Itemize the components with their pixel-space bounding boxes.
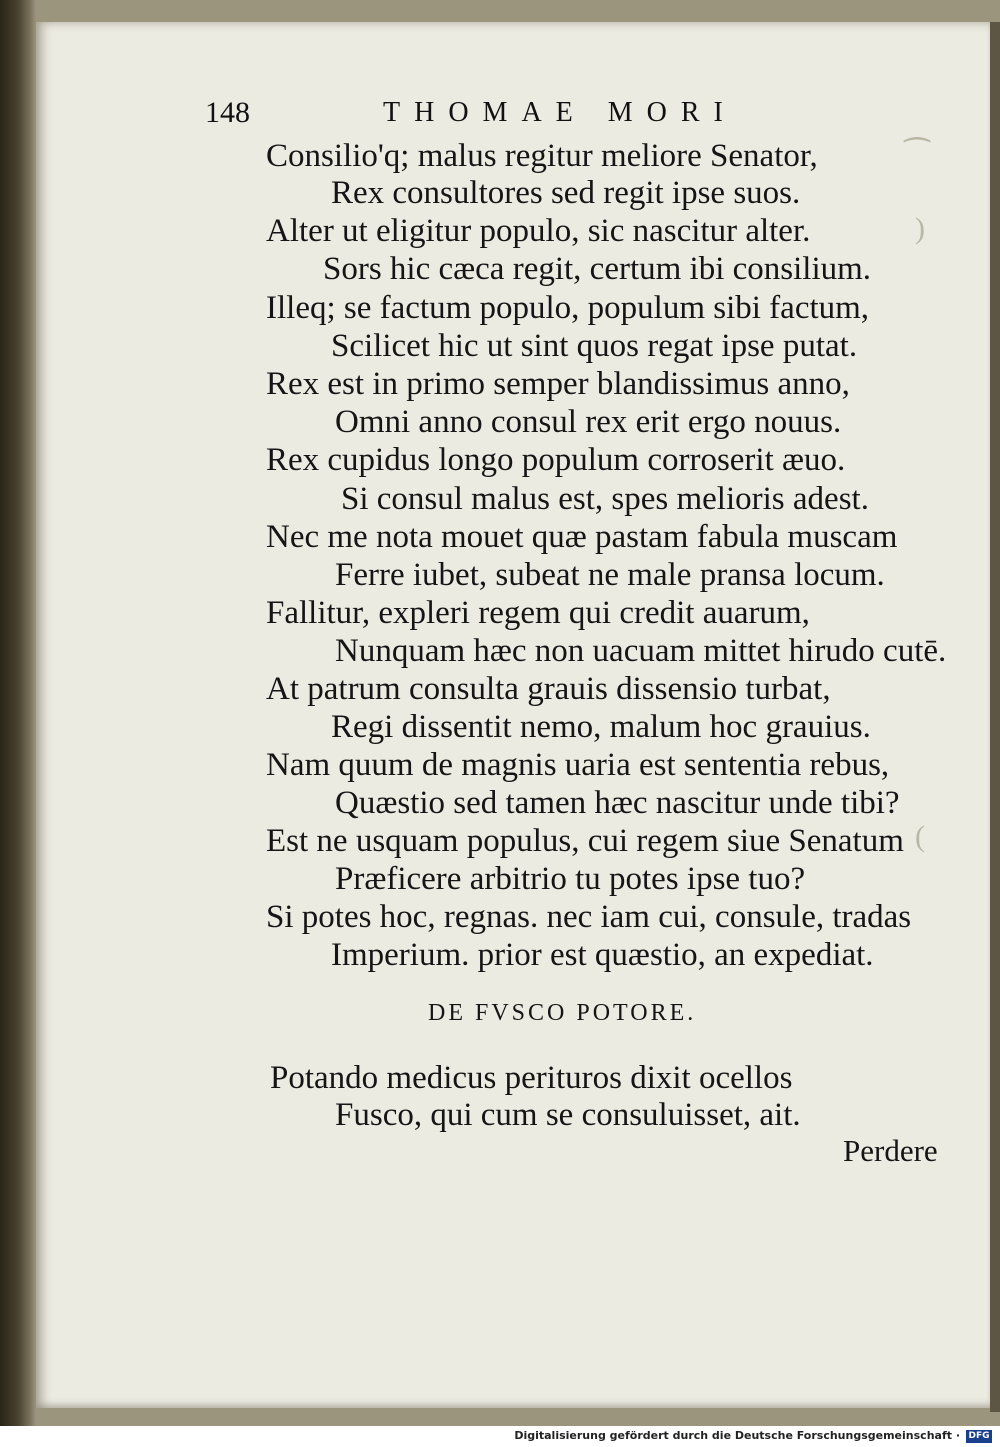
verse-line: Scilicet hic ut sint quos regat ipse putat. [331, 328, 858, 364]
footer-credit: Digitalisierung gefördert durch die Deutsche Forschungsgemeinschaft · [514, 1429, 960, 1442]
section-title: DE FVSCO POTORE. [428, 1000, 697, 1026]
verse-line: Rex consultores sed regit ipse suos. [331, 175, 801, 211]
verse-line: Nec me nota mouet quæ pastam fabula muscam [266, 519, 898, 555]
page-number: 148 [205, 96, 250, 129]
dfg-logo: DFG [966, 1430, 992, 1443]
verse-line: Si potes hoc, regnas. nec iam cui, consule, tradas [266, 899, 912, 935]
bleed-through-mark: ) [915, 212, 925, 245]
verse-line: Nunquam hæc non uacuam mittet hirudo cutē. [335, 633, 947, 669]
page-edge [990, 22, 1000, 1412]
verse-line: Quæstio sed tamen hæc nascitur unde tibi? [335, 785, 900, 821]
epigram-line: Fusco, qui cum se consuluisset, ait. [335, 1097, 801, 1133]
bleed-through-mark: ( [915, 820, 925, 853]
verse-line: Rex est in primo semper blandissimus anno, [266, 366, 850, 402]
verse-line: Omni anno consul rex erit ergo nouus. [335, 404, 842, 440]
verse-line: Sors hic cæca regit, certum ibi consilium. [323, 251, 872, 287]
verse-line: Est ne usquam populus, cui regem siue Senatum [266, 823, 904, 859]
verse-line: Alter ut eligitur populo, sic nascitur alter. [266, 213, 811, 249]
verse-line: Si consul malus est, spes melioris adest. [341, 481, 869, 517]
verse-line: Regi dissentit nemo, malum hoc grauius. [331, 709, 871, 745]
verse-line: At patrum consulta grauis dissensio turbat, [266, 671, 831, 707]
bleed-through-mark: ⁀ [905, 139, 930, 172]
verse-line: Præficere arbitrio tu potes ipse tuo? [335, 861, 806, 897]
verse-line: Illeq; se factum populo, populum sibi factum, [266, 290, 870, 326]
verse-line: Rex cupidus longo populum corroserit æuo. [266, 442, 846, 478]
verse-line: Ferre iubet, subeat ne male pransa locum. [335, 557, 885, 593]
verse-line: Imperium. prior est quæstio, an expediat. [331, 937, 874, 973]
verse-line: Nam quum de magnis uaria est sententia rebus, [266, 747, 890, 783]
verse-line: Consilio'q; malus regitur meliore Senator, [266, 138, 818, 174]
epigram-line: Potando medicus perituros dixit ocellos [270, 1060, 793, 1096]
running-head: THOMAE MORI [383, 97, 737, 128]
verse-line: Fallitur, expleri regem qui credit auarum, [266, 595, 810, 631]
catchword: Perdere [843, 1133, 938, 1168]
